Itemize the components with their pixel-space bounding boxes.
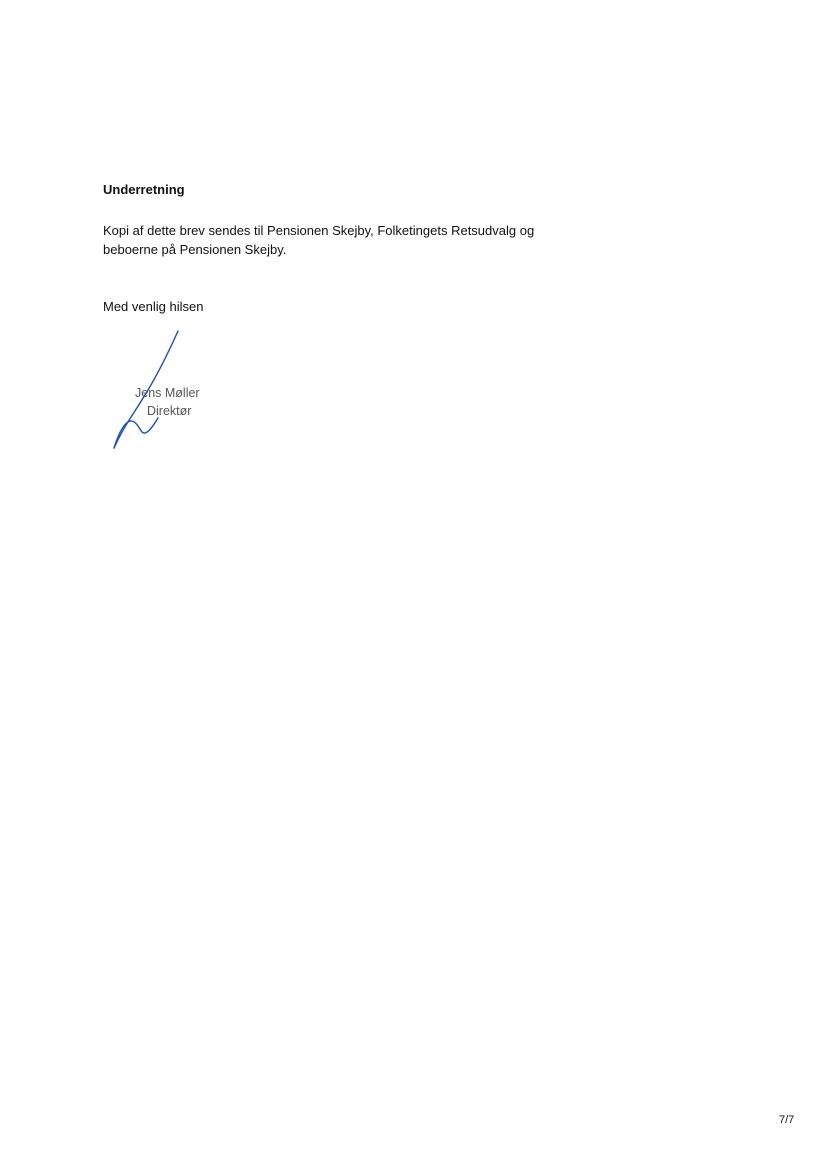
- paragraph-line-2: beboerne på Pensionen Skejby.: [103, 242, 287, 257]
- section-heading: Underretning: [103, 182, 185, 197]
- paragraph-line-1: Kopi af dette brev sendes til Pensionen Skejby, Folketingets Retsudvalg og: [103, 223, 535, 238]
- notification-paragraph: [103, 221, 623, 259]
- signer-title: Direktør: [147, 404, 192, 418]
- signature-block: [108, 328, 238, 458]
- handwritten-signature: [108, 328, 238, 458]
- closing-salutation: Med venlig hilsen: [103, 299, 204, 314]
- signer-name: Jens Møller: [135, 386, 200, 400]
- page-number: 7/7: [779, 1114, 795, 1126]
